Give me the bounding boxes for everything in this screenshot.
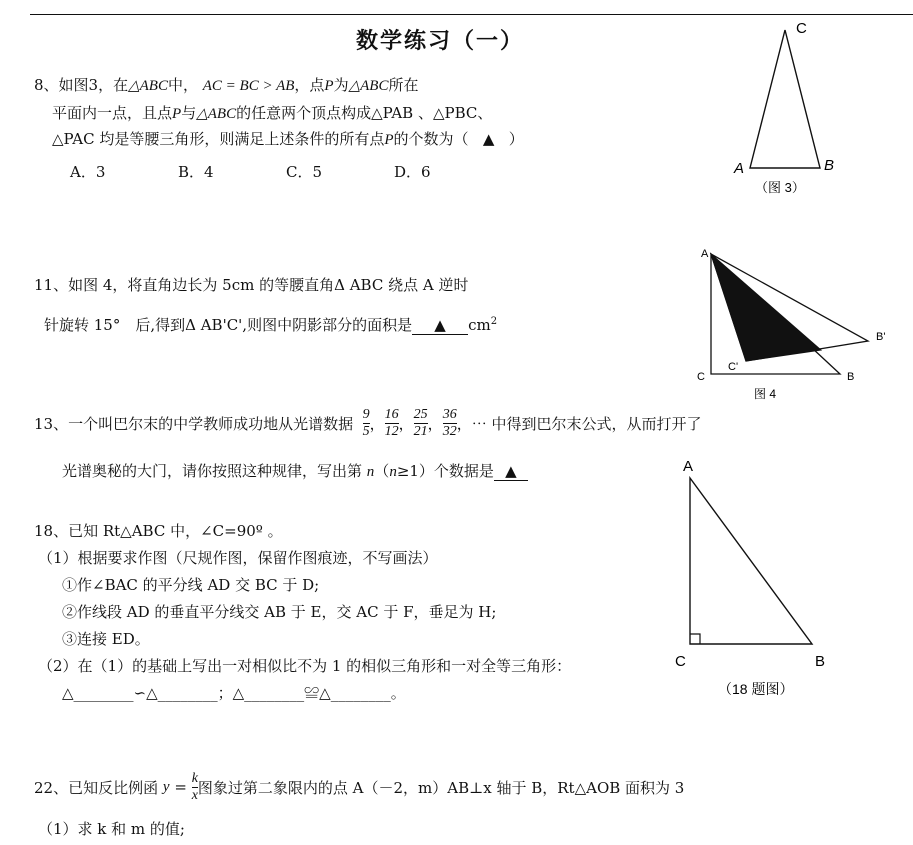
q11-line-1: 11、如图 4，将直角边长为 5cm 的等腰直角Δ ABC 绕点 A 逆时 [34,276,469,294]
q18-line-2: （1）根据要求作图（尺规作图，保留作图痕迹，不写画法） [38,549,438,567]
q8-option-c: C．5 [286,163,323,181]
q13-line-2: 光谱奥秘的大门，请你按照这种规律，写出第 n（n≥1）个数据是 ▲ [62,460,528,481]
fraction: $\frac{9}{5}$ [362,406,370,439]
figure-3-label-c: C [796,20,807,37]
q18-line-1: 18、已知 Rt△ABC 中，∠C=90º 。 [34,522,283,540]
q18-line-7: △________∽△________；△________≌△________。 [62,684,406,702]
figure-4-caption: 图 4 [754,387,777,401]
answer-marker: ▲ [434,316,446,334]
figure-4-shaded-region [711,254,821,361]
answer-marker: ▲ [482,130,495,148]
fraction: $\frac{25}{21}$ [413,406,428,439]
figure-4-label-c-prime: C' [728,361,739,373]
q22-sub-1: （1）求 k 和 m 的值; [38,820,185,838]
right-angle-mark [690,634,700,644]
q8-option-b: B．4 [178,163,214,181]
figure-18-triangle [690,478,812,644]
q8-line-1: 8、如图3，在△ABC中， AC = BC > AB，点P为△ABC所在 [34,76,419,94]
q8-option-a: A．3 [70,163,106,181]
q8-line-2: 平面内一点，且点P与△ABC的任意两个顶点构成△PAB 、△PBC、 [52,104,493,122]
figure-4-label-b-prime: B' [876,331,886,343]
q13-line-1: 13、一个叫巴尔末的中学教师成功地从光谱数据 $\frac{9}{5}$ ， $\frac{16}{12}$ ， $\frac{25}{21}$ ， $\frac{36}{32}$ ，⋯ 中得到巴尔末公式，从而打开了 [34,406,702,439]
figure-3-triangle [750,30,820,168]
figure-3-label-a: A [734,160,745,177]
q22-line-1: 22、已知反比例函 y = $\frac{k}{x}$ 图象过第二象限内的点 A（－2，m）AB⊥x 轴于 B，Rt△AOB 面积为 3 [34,770,685,803]
figure-4-label-b: B [847,371,855,383]
q18-line-5: ③连接 ED。 [62,630,150,648]
fraction: $\frac{36}{32}$ [442,406,457,439]
top-rule [30,14,913,15]
figure-18 [670,452,830,702]
answer-marker: ▲ [505,462,517,480]
figure-4-label-c: C [697,371,705,383]
q18-line-3: ①作∠BAC 的平分线 AD 交 BC 于 D; [62,576,320,594]
figure-3-caption: （图 3） [755,180,805,195]
figure-18-caption: （18 题图） [718,681,794,697]
q8-line-3: △PAC 均是等腰三角形，则满足上述条件的所有点P的个数为（ ▲ ） [52,130,524,148]
figure-18-label-b: B [815,653,826,670]
figure-18-label-a: A [683,458,694,475]
page-title: 数学练习（一） [356,28,525,54]
figure-4 [690,240,905,405]
q8-option-d: D．6 [394,163,431,181]
q18-line-6: （2）在（1）的基础上写出一对相似比不为 1 的相似三角形和一对全等三角形： [38,657,572,675]
fraction: $\frac{16}{12}$ [384,406,399,439]
fraction: $\frac{k}{x}$ [191,770,198,803]
q11-line-2: 针旋转 15° 后,得到Δ AB'C',则图中阴影部分的面积是 ▲ $cm^2$ [44,316,498,334]
q18-line-4: ②作线段 AD 的垂直平分线交 AB 于 E，交 AC 于 F，垂足为 H; [62,603,497,621]
q11-answer-blank [412,316,468,335]
figure-3-label-b: B [824,157,835,174]
figure-3 [728,16,838,201]
figure-4-label-a: A [701,248,709,260]
q13-answer-blank [494,462,528,481]
figure-18-label-c: C [675,653,686,670]
